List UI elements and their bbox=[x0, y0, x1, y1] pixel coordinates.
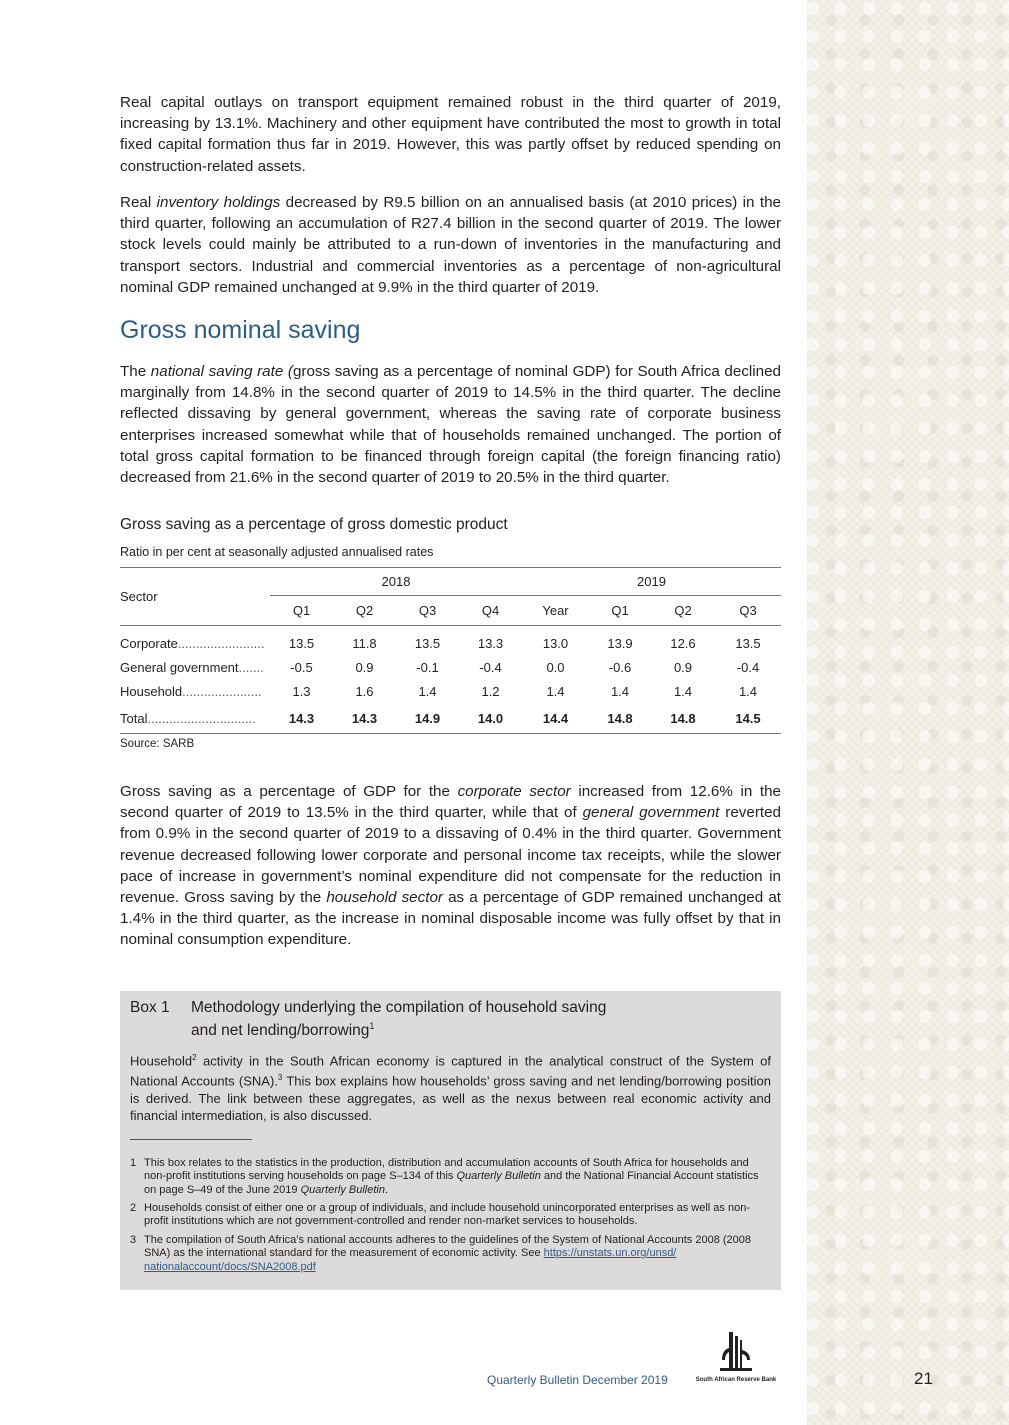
table-cell: 1.2 bbox=[481, 684, 500, 699]
emphasis-quarterly-bulletin: Quarterly Bulletin bbox=[456, 1170, 541, 1183]
footnote-3 bbox=[130, 1234, 771, 1274]
table-cell: 13.3 bbox=[477, 636, 504, 652]
text-segment: increased from 12.6% in the second quarter of 2019 to 13.5% in the third quarter, while that of bbox=[120, 783, 781, 822]
paragraph-inventory-holdings bbox=[120, 192, 781, 298]
text-segment: Household bbox=[130, 1053, 193, 1069]
table-source: Source: SARB bbox=[120, 738, 195, 750]
table-cell: 13.5 bbox=[288, 636, 315, 652]
table-cell: 13.0 bbox=[542, 636, 569, 652]
text-segment: Real bbox=[120, 194, 157, 211]
link-text: https://unstats.un.org/unsd/ bbox=[543, 1247, 677, 1260]
table-cell: 14.3 bbox=[288, 710, 315, 726]
table-cell: 0.9 bbox=[355, 660, 374, 675]
text-segment: . bbox=[384, 1183, 389, 1196]
table-cell: 14.0 bbox=[477, 710, 504, 726]
saving-table-container bbox=[120, 567, 781, 734]
emphasis-national-saving-rate: national saving rate ( bbox=[150, 363, 293, 380]
table-cell: -0.6 bbox=[608, 660, 632, 675]
row-label bbox=[120, 680, 270, 704]
column-header: Q2 bbox=[674, 603, 692, 618]
footnote-2 bbox=[130, 1202, 771, 1229]
emphasis-general-government: general government bbox=[582, 804, 720, 822]
footnote-text bbox=[144, 1157, 771, 1197]
emphasis-household-sector: household sector bbox=[326, 889, 443, 907]
table-cell: 1.4 bbox=[738, 684, 758, 699]
leader-dots: ...................... bbox=[182, 684, 262, 699]
table-cell: 13.9 bbox=[607, 636, 633, 652]
box-title bbox=[191, 999, 671, 1040]
table-cell: 14.3 bbox=[351, 710, 378, 726]
table-cell: 1.4 bbox=[673, 684, 693, 699]
box-methodology bbox=[120, 991, 781, 1290]
footer-publication-title: Quarterly Bulletin December 2019 bbox=[487, 1373, 668, 1387]
paragraph-national-saving-rate bbox=[120, 361, 781, 488]
table-cell: 12.6 bbox=[670, 636, 696, 652]
table-cell: 14.8 bbox=[670, 710, 696, 726]
text-segment: The compilation of South Africa’s national accounts adheres to the guidelines of the System of National Accounts 2008 (2008 SNA) as the international standard for the measurement of economic activity. See bbox=[144, 1234, 752, 1260]
table-cell: 1.4 bbox=[418, 684, 437, 699]
table-body bbox=[120, 626, 781, 734]
paragraph-capital-outlays: Real capital outlays on transport equipment remained robust in the third quarter of 2019, increasing by 13.1%. Machinery and other equipment have contributed the most to growth in total fixed capital formation thus far in 2019. However, this was partly offset by reduced spending on construction-related assets. bbox=[120, 94, 781, 175]
year-header-2019: 2019 bbox=[522, 568, 781, 596]
column-header: Q2 bbox=[355, 603, 374, 618]
table-cell: 13.5 bbox=[735, 636, 761, 652]
paragraph-sector-saving bbox=[120, 781, 781, 951]
table-cell: 11.8 bbox=[352, 636, 377, 652]
logo-wordmark: South African Reserve Bank bbox=[695, 1377, 777, 1383]
text-segment: gross saving as a percentage of nominal GDP) for South Africa declined marginally from 14.8% in the second quarter of 2019 to 14.5% in the third quarter. The decline reflected dissaving by general government, whereas the saving rate of corporate business enterprises increased somewhat while that of households remained unchanged. The portion of total gross capital formation to be financed through foreign capital (the foreign financing ratio) decreased from 21.6% in the second quarter of 2019 to 20.5% in the third quarter. bbox=[120, 363, 782, 487]
table-cell: 1.4 bbox=[546, 684, 565, 699]
box-title-line2: and net lending/borrowing bbox=[191, 1022, 370, 1040]
row-label-text: Household bbox=[120, 684, 183, 699]
emphasis-quarterly-bulletin: Quarterly Bulletin bbox=[300, 1183, 385, 1196]
text-segment: activity in the South African economy is captured in the analytical construct of the System of National Accounts (SNA). bbox=[130, 1053, 771, 1089]
box-paragraph bbox=[130, 1049, 771, 1124]
link-text: nationalaccount/docs/SNA2008.pdf bbox=[144, 1260, 316, 1273]
footnote-number: 2 bbox=[130, 1202, 137, 1214]
page-number: 21 bbox=[914, 1369, 933, 1388]
column-header: Q1 bbox=[292, 603, 311, 618]
sarb-logo bbox=[690, 1330, 782, 1390]
sector-column-header: Sector bbox=[120, 568, 270, 626]
text-segment: reverted from 0.9% in the second quarter of 2019 to a dissaving of 0.4% in the third quarter. Government revenue decreased following lower corporate and personal income tax receipts, while the slower pace of increase in government’s nominal expenditure did not compensate for the reduction in revenue. Gross saving by the bbox=[120, 804, 782, 907]
table-cell: -0.4 bbox=[736, 660, 760, 675]
column-header: Q3 bbox=[418, 603, 437, 618]
table-row bbox=[120, 656, 781, 680]
row-label-text: Corporate bbox=[120, 636, 178, 652]
footnote-divider bbox=[130, 1139, 252, 1140]
decorative-side-band bbox=[807, 0, 1009, 1425]
table-cell: 0.0 bbox=[546, 660, 565, 675]
footnote-text: Households consist of either one or a group of individuals, and include household unincorporated enterprises as well as non-profit institutions which are not government-controlled and render non-market services to households. bbox=[144, 1202, 750, 1228]
box-label: Box 1 bbox=[130, 999, 170, 1016]
table-row bbox=[120, 704, 781, 734]
table-cell: -0.4 bbox=[479, 660, 502, 675]
box-title-line1: Methodology underlying the compilation of household saving bbox=[191, 999, 607, 1016]
row-label bbox=[120, 656, 270, 680]
sarb-emblem-icon bbox=[716, 1330, 756, 1374]
footnote-ref-3: 3 bbox=[277, 1073, 283, 1083]
table-cell: 14.9 bbox=[414, 710, 441, 726]
emphasis-inventory-holdings: inventory holdings bbox=[156, 194, 281, 211]
column-header: Q3 bbox=[739, 603, 757, 618]
table-subtitle: Ratio in per cent at seasonally adjusted annualised rates bbox=[120, 545, 434, 559]
table-cell: 14.5 bbox=[735, 710, 761, 726]
row-label-text: Total bbox=[120, 710, 148, 726]
table-row bbox=[120, 680, 781, 704]
table-cell: -0.5 bbox=[290, 660, 313, 675]
footnote-number: 3 bbox=[130, 1234, 137, 1246]
gross-saving-table bbox=[120, 567, 781, 734]
text-segment: as a percentage of GDP remained unchanged at 1.4% in the third quarter, as the increase in nominal disposable income was fully offset by that in nominal consumption expenditure. bbox=[120, 889, 781, 949]
emphasis-corporate-sector: corporate sector bbox=[457, 783, 571, 800]
table-cell: 14.8 bbox=[607, 710, 633, 726]
text-segment: The bbox=[120, 363, 151, 380]
table-cell: 14.4 bbox=[542, 710, 569, 726]
table-cell: 1.4 bbox=[610, 684, 630, 699]
row-label-text: General government bbox=[120, 660, 239, 675]
text-segment: Gross saving as a percentage of GDP for the bbox=[120, 783, 458, 800]
column-header: Year bbox=[542, 603, 569, 618]
text-segment: This box explains how households’ gross saving and net lending/borrowing position is derived. The link between these aggregates, as well as the nexus between real economic activity and financial intermediation, is also discussed. bbox=[130, 1073, 771, 1123]
row-label bbox=[120, 626, 270, 656]
column-header: Q1 bbox=[611, 603, 629, 618]
footnote-ref-2: 2 bbox=[192, 1053, 197, 1062]
table-row bbox=[120, 626, 781, 656]
leader-dots: .............................. bbox=[147, 710, 256, 726]
footnote-number: 1 bbox=[130, 1157, 137, 1169]
text-segment: This box relates to the statistics in the production, distribution and accumulation accounts of South Africa for households and non-profit institutions serving households on page S–134 of this bbox=[144, 1157, 749, 1183]
footnote-ref-1: 1 bbox=[369, 1021, 375, 1031]
footnote-text bbox=[144, 1234, 771, 1274]
table-cell: 13.5 bbox=[414, 636, 441, 652]
leader-dots: ........................ bbox=[177, 636, 265, 652]
leader-dots: ....... bbox=[238, 660, 264, 675]
table-cell: 1.3 bbox=[292, 684, 311, 699]
section-heading: Gross nominal saving bbox=[120, 316, 361, 344]
table-cell: -0.1 bbox=[416, 660, 439, 675]
year-header-2018: 2018 bbox=[270, 568, 522, 596]
footnote-1 bbox=[130, 1157, 771, 1197]
table-cell: 0.9 bbox=[673, 660, 693, 675]
row-label bbox=[120, 704, 270, 734]
text-segment: and the National Financial Account statistics on page S–49 of the June 2019 bbox=[144, 1170, 759, 1196]
column-header: Q4 bbox=[481, 603, 500, 618]
table-title: Gross saving as a percentage of gross domestic product bbox=[120, 516, 508, 533]
table-cell: 1.6 bbox=[355, 684, 374, 699]
text-segment: decreased by R9.5 billion on an annualised basis (at 2010 prices) in the third quarter, following an accumulation of R27.4 billion in the second quarter of 2019. The lower stock levels could mainly be attributed to a run-down of inventories in the manufacturing and transport sectors. Industrial and commercial inventories as a percentage of non-agricultural nominal GDP remained unchanged at 9.9% in the third quarter of 2019. bbox=[120, 194, 781, 296]
